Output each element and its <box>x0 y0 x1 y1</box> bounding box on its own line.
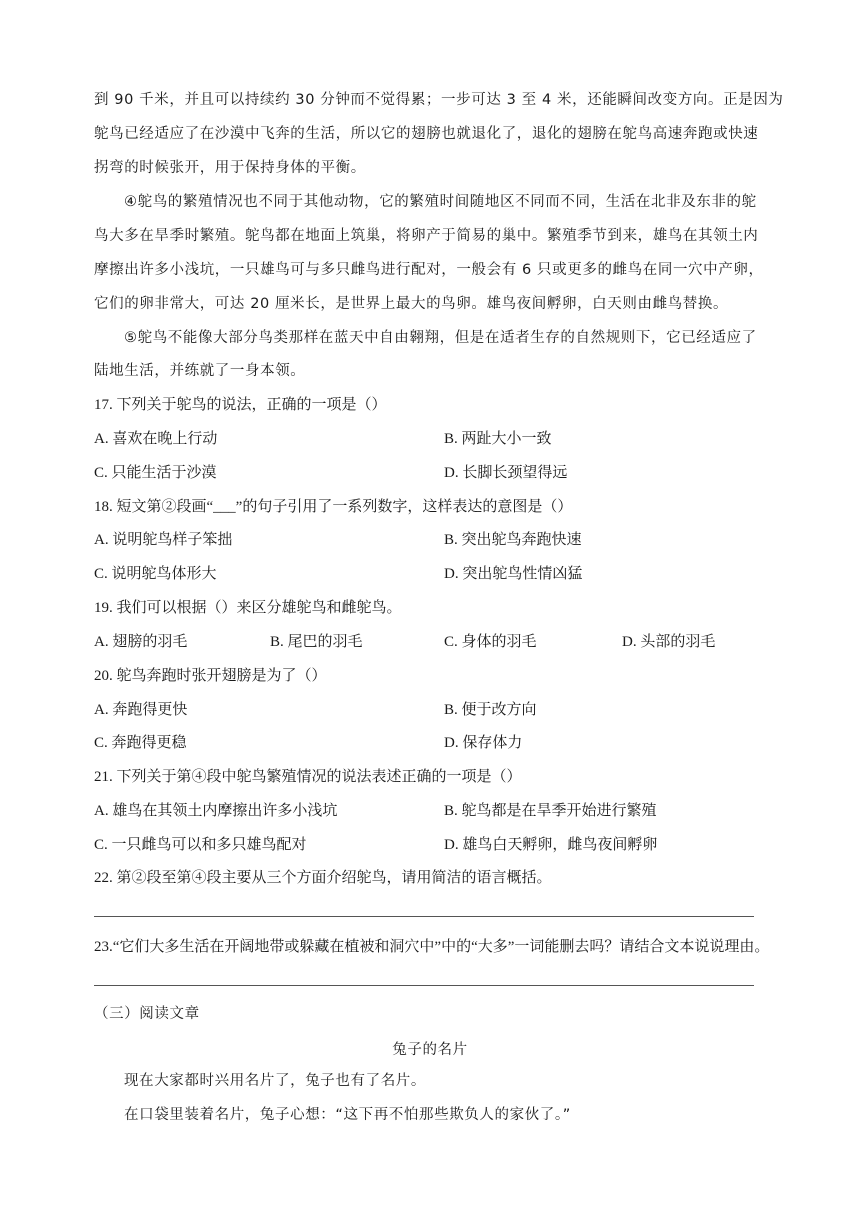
question-20-option-a[interactable]: A. 奔跑得更快 <box>94 702 188 718</box>
section-3-heading: （三）阅读文章 <box>94 1006 200 1022</box>
question-20-option-b[interactable]: B. 便于改方向 <box>444 702 537 718</box>
question-18-option-a[interactable]: A. 说明鸵鸟样子笨拙 <box>94 532 233 548</box>
question-18-option-d[interactable]: D. 突出鸵鸟性情凶猛 <box>444 566 583 582</box>
passage-line: 拐弯的时候张开，用于保持身体的平衡。 <box>94 160 366 176</box>
passage-line: 陆地生活，并练就了一身本领。 <box>94 363 306 379</box>
question-17-stem: 17. 下列关于鸵鸟的说法，正确的一项是（） <box>94 397 387 413</box>
question-18-stem: 18. 短文第②段画“___”的句子引用了一系列数字，这样表达的意图是（） <box>94 499 573 515</box>
passage-line: 摩擦出许多小浅坑，一只雄鸟可与多只雌鸟进行配对，一般会有 6 只或更多的雌鸟在同一穴中产卵， <box>94 262 764 278</box>
paragraph-5-line: ⑤鸵鸟不能像大部分鸟类那样在蓝天中自由翱翔，但是在适者生存的自然规则下，它已经适应了 <box>124 330 757 346</box>
question-19-option-a[interactable]: A. 翅膀的羽毛 <box>94 634 188 650</box>
question-19-option-c[interactable]: C. 身体的羽毛 <box>444 634 537 650</box>
paragraph-4-line: ④鸵鸟的繁殖情况也不同于其他动物，它的繁殖时间随地区不同而不同，生活在北非及东非的鸵 <box>124 194 757 210</box>
passage-line: 到 90 千米，并且可以持续约 30 分钟而不觉得累；一步可达 3 至 4 米，还能瞬间改变方向。正是因为 <box>94 92 784 108</box>
question-18-option-b[interactable]: B. 突出鸵鸟奔跑快速 <box>444 532 582 548</box>
question-17-option-d[interactable]: D. 长脚长颈望得远 <box>444 465 568 481</box>
question-21-option-c[interactable]: C. 一只雌鸟可以和多只雄鸟配对 <box>94 837 307 853</box>
story-line: 现在大家都时兴用名片了，兔子也有了名片。 <box>124 1073 426 1089</box>
question-19-stem: 19. 我们可以根据（）来区分雄鸵鸟和雌鸵鸟。 <box>94 600 402 616</box>
question-22-answer-line[interactable] <box>94 916 754 917</box>
question-21-option-a[interactable]: A. 雄鸟在其领土内摩擦出许多小浅坑 <box>94 803 338 819</box>
passage-line: 鸟大多在旱季时繁殖。鸵鸟都在地面上筑巢，将卵产于简易的巢中。繁殖季节到来，雄鸟在其领土内 <box>94 228 759 244</box>
question-23-stem: 23.“它们大多生活在开阔地带或躲藏在植被和洞穴中”中的“大多”一词能删去吗？请结合文本说说理由。 <box>94 939 770 955</box>
question-17-option-a[interactable]: A. 喜欢在晚上行动 <box>94 431 218 447</box>
question-17-option-b[interactable]: B. 两趾大小一致 <box>444 431 552 447</box>
passage-line: 它们的卵非常大，可达 20 厘米长，是世界上最大的鸟卵。雄鸟夜间孵卵，白天则由雌鸟替换。 <box>94 296 729 312</box>
question-23-answer-line[interactable] <box>94 985 754 986</box>
question-19-option-b[interactable]: B. 尾巴的羽毛 <box>270 634 363 650</box>
question-21-option-b[interactable]: B. 鸵鸟都是在旱季开始进行繁殖 <box>444 803 657 819</box>
question-21-option-d[interactable]: D. 雄鸟白天孵卵，雌鸟夜间孵卵 <box>444 837 658 853</box>
question-18-option-c[interactable]: C. 说明鸵鸟体形大 <box>94 566 217 582</box>
story-line: 在口袋里装着名片，兔子心想：“这下再不怕那些欺负人的家伙了。” <box>124 1107 571 1123</box>
story-title: 兔子的名片 <box>392 1042 468 1058</box>
question-22-stem: 22. 第②段至第④段主要从三个方面介绍鸵鸟，请用简洁的语言概括。 <box>94 870 552 886</box>
question-17-option-c[interactable]: C. 只能生活于沙漠 <box>94 465 217 481</box>
question-21-stem: 21. 下列关于第④段中鸵鸟繁殖情况的说法表述正确的一项是（） <box>94 769 522 785</box>
question-19-option-d[interactable]: D. 头部的羽毛 <box>622 634 716 650</box>
passage-line: 鸵鸟已经适应了在沙漠中飞奔的生活，所以它的翅膀也就退化了，退化的翅膀在鸵鸟高速奔跑或快速 <box>94 126 759 142</box>
question-20-option-d[interactable]: D. 保存体力 <box>444 735 523 751</box>
question-20-stem: 20. 鸵鸟奔跑时张开翅膀是为了（） <box>94 668 327 684</box>
question-20-option-c[interactable]: C. 奔跑得更稳 <box>94 735 187 751</box>
